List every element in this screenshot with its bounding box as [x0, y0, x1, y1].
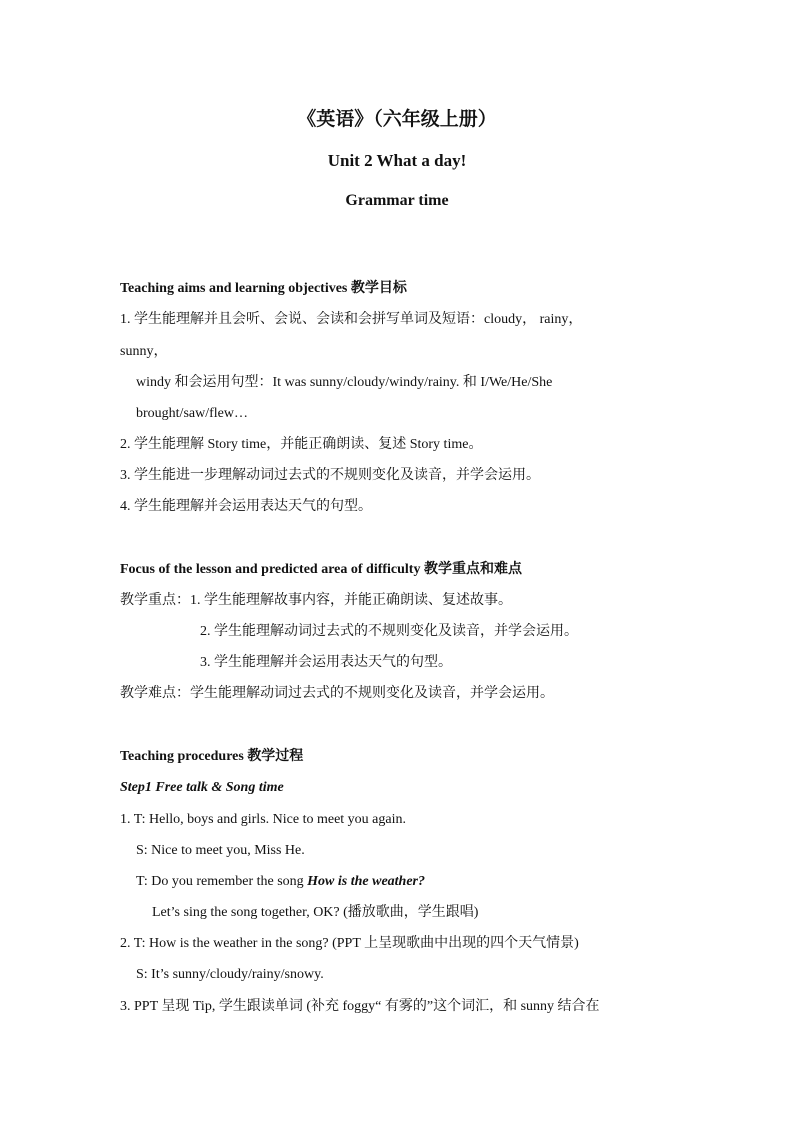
procedure-line: Let’s sing the song together, OK? (播放歌曲，学生跟唱)	[152, 905, 479, 920]
step-1-heading: Step1 Free talk & Song time	[120, 780, 284, 795]
focus-key-2: 2. 学生能理解动词过去式的不规则变化及读音，并学会运用。	[200, 624, 578, 639]
procedures-heading: Teaching procedures 教学过程	[120, 749, 304, 764]
focus-difficulty: 教学难点：学生能理解动词过去式的不规则变化及读音，并学会运用。	[120, 686, 554, 701]
procedure-line: S: Nice to meet you, Miss He.	[136, 843, 305, 858]
focus-key-1: 教学重点：1. 学生能理解故事内容，并能正确朗读、复述故事。	[120, 593, 512, 608]
aims-item-1-cont: brought/saw/flew…	[136, 406, 248, 421]
procedure-line: 1. T: Hello, boys and girls. Nice to meet you again.	[120, 812, 406, 827]
aims-item-2: 2. 学生能理解 Story time，并能正确朗读、复述 Story time。	[120, 437, 483, 452]
aims-item-1-cont: windy 和会运用句型：It was sunny/cloudy/windy/rainy. 和 I/We/He/She	[136, 375, 553, 390]
procedure-text: T: Do you remember the song	[136, 874, 308, 889]
focus-key-3: 3. 学生能理解并会运用表达天气的句型。	[200, 655, 452, 670]
procedure-line: 3. PPT 呈现 Tip, 学生跟读单词 (补充 foggy“ 有雾的”这个词汇，和 sunny 结合在	[120, 999, 600, 1014]
aims-item-3: 3. 学生能进一步理解动词过去式的不规则变化及读音，并学会运用。	[120, 468, 540, 483]
procedure-line: 2. T: How is the weather in the song? (PPT 上呈现歌曲中出现的四个天气情景)	[120, 936, 579, 951]
procedure-line: S: It’s sunny/cloudy/rainy/snowy.	[136, 967, 324, 982]
unit-title: Unit 2 What a day!	[327, 151, 467, 170]
focus-heading: Focus of the lesson and predicted area of difficulty 教学重点和难点	[120, 562, 522, 577]
procedure-line	[136, 873, 425, 891]
song-title: How is the weather?	[307, 874, 426, 889]
aims-item-1-cont: sunny，	[120, 344, 168, 359]
aims-item-1: 1. 学生能理解并且会听、会说、会读和会拼写单词及短语：cloudy， rainy，	[120, 312, 583, 327]
aims-heading: Teaching aims and learning objectives 教学目标	[120, 281, 407, 296]
document-title: 《英语》（六年级上册）	[297, 109, 497, 130]
section-title: Grammar time	[345, 192, 449, 209]
aims-item-4: 4. 学生能理解并会运用表达天气的句型。	[120, 499, 372, 514]
